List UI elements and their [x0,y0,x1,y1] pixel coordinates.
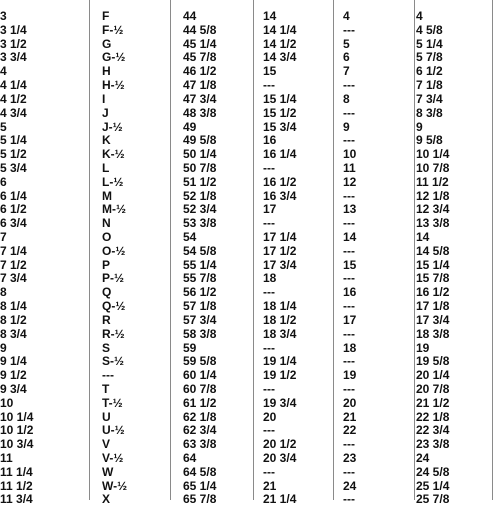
ch-size-cell: 16 1/2 [416,285,450,300]
ch-size-cell: 19 [416,340,430,355]
fr-size-cell: 65 7/8 [183,492,217,507]
jp-size-cell: --- [343,216,355,231]
de-size-cell: 17 [263,202,277,217]
uk-size-cell: Q [102,285,112,300]
table-row [0,148,500,162]
uk-size-cell: N [102,216,111,231]
jp-size-cell: 12 [343,174,357,189]
us-size-cell: 6 1/2 [0,202,27,217]
de-size-cell: 19 1/4 [263,354,297,369]
table-row [0,493,500,507]
table-row [0,369,500,383]
table-row [0,65,500,79]
table-row [0,438,500,452]
uk-size-cell: U-½ [102,423,125,438]
de-size-cell: 14 1/2 [263,36,297,51]
jp-size-cell: --- [343,354,355,369]
size-table-body [0,10,500,507]
de-size-cell: 20 3/4 [263,451,297,465]
us-size-cell: 11 3/4 [0,492,33,507]
uk-size-cell: M [102,188,112,203]
fr-size-cell: 59 5/8 [183,354,217,369]
ch-size-cell: 14 [416,230,430,244]
us-size-cell: 5 [0,119,7,134]
jp-size-cell: --- [343,492,355,507]
ch-size-cell: 17 1/8 [416,299,450,314]
us-size-cell: 7 1/2 [0,257,27,272]
fr-size-cell: 48 3/8 [183,105,217,120]
jp-size-cell: 23 [343,451,357,465]
table-row [0,121,500,135]
table-row [0,328,500,342]
us-size-cell: 3 [0,9,7,23]
jp-size-cell: 24 [343,478,357,493]
ch-size-cell: 22 3/4 [416,423,450,438]
de-size-cell: --- [263,216,275,231]
us-size-cell: 8 1/2 [0,312,27,327]
de-size-cell: 16 3/4 [263,188,297,203]
uk-size-cell: P-½ [102,271,125,286]
us-size-cell: 3 1/2 [0,36,27,51]
ch-size-cell: 7 1/8 [416,78,443,93]
us-size-cell: 4 1/4 [0,78,27,93]
ch-size-cell: 10 7/8 [416,160,450,175]
us-size-cell: 9 1/4 [0,354,27,369]
uk-size-cell: H [102,64,111,79]
uk-size-cell: F [102,9,110,23]
jp-size-cell: 22 [343,423,357,438]
table-row [0,452,500,466]
jp-size-cell: 9 [343,119,350,134]
jp-size-cell: 21 [343,409,357,424]
uk-size-cell: T [102,381,110,396]
de-size-cell: 16 [263,133,277,148]
de-size-cell: 15 [263,64,277,79]
jp-size-cell: 17 [343,312,357,327]
us-size-cell: 8 1/4 [0,299,27,314]
us-size-cell: 11 1/2 [0,478,33,493]
ch-size-cell: 19 5/8 [416,354,450,369]
jp-size-cell: 8 [343,91,350,106]
us-size-cell: 9 3/4 [0,381,27,396]
de-size-cell: 15 1/4 [263,91,297,106]
jp-size-cell: --- [343,464,355,479]
de-size-cell: 19 3/4 [263,395,297,410]
table-row [0,355,500,369]
uk-size-cell: K-½ [102,147,125,162]
jp-size-cell: 4 [343,9,350,23]
jp-size-cell: 5 [343,36,350,51]
jp-size-cell: 11 [343,160,356,175]
uk-size-cell: U [102,409,111,424]
jp-size-cell: --- [343,299,355,314]
us-size-cell: 10 [0,395,14,410]
de-size-cell: 17 1/4 [263,230,297,244]
de-size-cell: 21 1/4 [263,492,297,507]
de-size-cell: 19 1/2 [263,368,297,383]
ch-size-cell: 8 3/8 [416,105,443,120]
fr-size-cell: 50 7/8 [183,160,217,175]
fr-size-cell: 51 1/2 [183,174,217,189]
de-size-cell: 17 1/2 [263,243,297,258]
us-size-cell: 9 [0,340,7,355]
uk-size-cell: R-½ [102,326,125,341]
ch-size-cell: 25 7/8 [416,492,450,507]
jp-size-cell: --- [343,326,355,341]
uk-size-cell: X [102,492,111,507]
table-row [0,162,500,176]
fr-size-cell: 44 [183,9,197,23]
us-size-cell: 6 3/4 [0,216,27,231]
ch-size-cell: 15 1/4 [416,257,450,272]
uk-size-cell: R [102,312,111,327]
de-size-cell: --- [263,78,275,93]
uk-size-cell: J-½ [102,119,123,134]
uk-size-cell: F-½ [102,22,124,37]
uk-size-cell: S-½ [102,354,125,369]
us-size-cell: 3 3/4 [0,50,27,65]
de-size-cell: 18 1/4 [263,299,297,314]
us-size-cell: 6 1/4 [0,188,27,203]
ch-size-cell: 7 3/4 [416,91,443,106]
de-size-cell: 14 [263,9,277,23]
de-size-cell: --- [263,285,275,300]
ch-size-cell: 5 7/8 [416,50,443,65]
ch-size-cell: 9 5/8 [416,133,443,148]
table-row [0,480,500,494]
table-row [0,397,500,411]
jp-size-cell: 10 [343,147,357,162]
us-size-cell: 4 1/2 [0,91,27,106]
uk-size-cell: V-½ [102,451,124,465]
us-size-cell: 8 3/4 [0,326,27,341]
jp-size-cell: 13 [343,202,357,217]
fr-size-cell: 53 3/8 [183,216,217,231]
table-row [0,79,500,93]
de-size-cell: --- [263,160,275,175]
uk-size-cell: L [102,160,110,175]
uk-size-cell: I [102,91,106,106]
fr-size-cell: 52 1/8 [183,188,217,203]
fr-size-cell: 45 7/8 [183,50,217,65]
us-size-cell: 8 [0,285,7,300]
us-size-cell: 4 3/4 [0,105,27,120]
uk-size-cell: L-½ [102,174,124,189]
jp-size-cell: 16 [343,285,357,300]
table-row [0,383,500,397]
table-row [0,24,500,38]
fr-size-cell: 60 7/8 [183,381,217,396]
table-row [0,217,500,231]
ch-size-cell: 21 1/2 [416,395,450,410]
ch-size-cell: 24 5/8 [416,464,450,479]
uk-size-cell: --- [102,368,114,383]
ch-size-cell: 20 7/8 [416,381,450,396]
ch-size-cell: 20 1/4 [416,368,450,383]
us-size-cell: 3 1/4 [0,22,27,37]
ch-size-cell: 4 5/8 [416,22,443,37]
fr-size-cell: 49 [183,119,197,134]
us-size-cell: 7 3/4 [0,271,27,286]
us-size-cell: 11 [0,451,13,465]
us-size-cell: 10 1/2 [0,423,34,438]
size-table [0,10,500,507]
table-row [0,51,500,65]
us-size-cell: 7 1/4 [0,243,27,258]
de-size-cell: 15 1/2 [263,105,297,120]
jp-size-cell: 14 [343,230,357,244]
uk-size-cell: P [102,257,111,272]
ch-size-cell: 5 1/4 [416,36,443,51]
jp-size-cell: --- [343,105,355,120]
uk-size-cell: V [102,437,111,452]
table-row [0,38,500,52]
ch-size-cell: 18 3/8 [416,326,450,341]
jp-size-cell: --- [343,133,355,148]
us-size-cell: 10 3/4 [0,437,34,452]
uk-size-cell: S [102,340,111,355]
table-row [0,176,500,190]
fr-size-cell: 62 3/4 [183,423,217,438]
uk-size-cell: M-½ [102,202,126,217]
fr-size-cell: 57 1/8 [183,299,217,314]
fr-size-cell: 50 1/4 [183,147,217,162]
table-row [0,466,500,480]
fr-size-cell: 65 1/4 [183,478,217,493]
fr-size-cell: 56 1/2 [183,285,217,300]
table-row [0,10,500,24]
fr-size-cell: 63 3/8 [183,437,217,452]
fr-size-cell: 60 1/4 [183,368,217,383]
fr-size-cell: 44 5/8 [183,22,217,37]
table-row [0,190,500,204]
jp-size-cell: 15 [343,257,357,272]
uk-size-cell: J [102,105,109,120]
uk-size-cell: O-½ [102,243,126,258]
us-size-cell: 4 [0,64,7,79]
de-size-cell: 17 3/4 [263,257,297,272]
fr-size-cell: 55 7/8 [183,271,217,286]
ch-size-cell: 11 1/2 [416,174,449,189]
de-size-cell: --- [263,381,275,396]
us-size-cell: 11 1/4 [0,464,33,479]
fr-size-cell: 47 3/4 [183,91,217,106]
table-row [0,203,500,217]
table-row [0,93,500,107]
ch-size-cell: 12 1/8 [416,188,450,203]
fr-size-cell: 59 [183,340,197,355]
fr-size-cell: 45 1/4 [183,36,217,51]
de-size-cell: 16 1/2 [263,174,297,189]
ch-size-cell: 15 7/8 [416,271,450,286]
jp-size-cell: --- [343,381,355,396]
fr-size-cell: 58 3/8 [183,326,217,341]
table-row [0,134,500,148]
fr-size-cell: 62 1/8 [183,409,217,424]
table-row [0,314,500,328]
fr-size-cell: 55 1/4 [183,257,217,272]
ch-size-cell: 25 1/4 [416,478,450,493]
ch-size-cell: 24 [416,451,430,465]
table-row [0,107,500,121]
jp-size-cell: --- [343,22,355,37]
fr-size-cell: 46 1/2 [183,64,217,79]
uk-size-cell: W [102,464,114,479]
de-size-cell: --- [263,423,275,438]
jp-size-cell: 7 [343,64,350,79]
jp-size-cell: 19 [343,368,357,383]
table-row [0,286,500,300]
de-size-cell: 20 [263,409,277,424]
de-size-cell: 18 3/4 [263,326,297,341]
de-size-cell: 21 [263,478,277,493]
uk-size-cell: K [102,133,111,148]
ch-size-cell: 17 3/4 [416,312,450,327]
fr-size-cell: 54 [183,230,197,244]
jp-size-cell: --- [343,78,355,93]
jp-size-cell: --- [343,243,355,258]
ch-size-cell: 14 5/8 [416,243,450,258]
uk-size-cell: W-½ [102,478,128,493]
uk-size-cell: H-½ [102,78,125,93]
ch-size-cell: 22 1/8 [416,409,450,424]
us-size-cell: 5 1/4 [0,133,27,148]
de-size-cell: --- [263,340,275,355]
de-size-cell: 15 3/4 [263,119,297,134]
ch-size-cell: 10 1/4 [416,147,450,162]
uk-size-cell: Q-½ [102,299,126,314]
de-size-cell: 14 3/4 [263,50,297,65]
de-size-cell: 18 [263,271,277,286]
table-row [0,245,500,259]
fr-size-cell: 47 1/8 [183,78,217,93]
fr-size-cell: 61 1/2 [183,395,217,410]
us-size-cell: 7 [0,230,7,244]
uk-size-cell: O [102,230,112,244]
us-size-cell: 9 1/2 [0,368,27,383]
ch-size-cell: 6 1/2 [416,64,443,79]
de-size-cell: --- [263,464,275,479]
ch-size-cell: 9 [416,119,423,134]
fr-size-cell: 64 [183,451,197,465]
table-row [0,424,500,438]
de-size-cell: 14 1/4 [263,22,297,37]
us-size-cell: 6 [0,174,7,189]
table-row [0,231,500,245]
us-size-cell: 10 1/4 [0,409,34,424]
table-row [0,259,500,273]
fr-size-cell: 52 3/4 [183,202,217,217]
table-row [0,300,500,314]
de-size-cell: 16 1/4 [263,147,297,162]
table-row [0,342,500,356]
ch-size-cell: 4 [416,9,423,23]
us-size-cell: 5 3/4 [0,160,27,175]
jp-size-cell: 6 [343,50,350,65]
jp-size-cell: 18 [343,340,357,355]
table-row [0,272,500,286]
de-size-cell: 18 1/2 [263,312,297,327]
us-size-cell: 5 1/2 [0,147,27,162]
fr-size-cell: 64 5/8 [183,464,217,479]
uk-size-cell: G-½ [102,50,126,65]
uk-size-cell: T-½ [102,395,123,410]
jp-size-cell: --- [343,188,355,203]
fr-size-cell: 57 3/4 [183,312,217,327]
de-size-cell: 20 1/2 [263,437,297,452]
ch-size-cell: 23 3/8 [416,437,450,452]
jp-size-cell: --- [343,271,355,286]
ch-size-cell: 13 3/8 [416,216,450,231]
jp-size-cell: --- [343,437,355,452]
uk-size-cell: G [102,36,112,51]
fr-size-cell: 49 5/8 [183,133,217,148]
fr-size-cell: 54 5/8 [183,243,217,258]
table-row [0,411,500,425]
ch-size-cell: 12 3/4 [416,202,450,217]
jp-size-cell: 20 [343,395,357,410]
